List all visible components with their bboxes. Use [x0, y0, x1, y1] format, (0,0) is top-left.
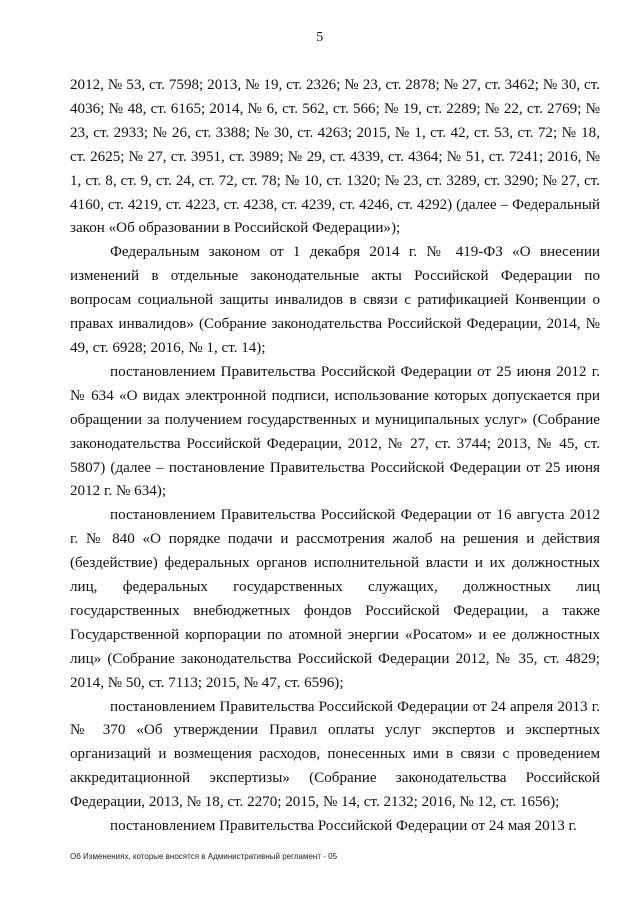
page-footer: Об Изменениях, которые вносятся в Административный регламент - 05 — [70, 852, 338, 861]
paragraph-resolution-634: постановлением Правительства Российской Федерации от 25 июня 2012 г. № 634 «О видах электронной подписи, использование которых допускается при обращении за получением государственных и муниципальных услуг» (Собрание законодательства Российской Федерации, 2012, № 27, ст. 3744; 2013, № 45, ст. 5807) (далее – постановление Правительства Российской Федерации от 25 июня 2012 г. № 634); — [70, 363, 600, 500]
paragraph-continuation-citations: 2012, № 53, ст. 7598; 2013, № 19, ст. 2326; № 23, ст. 2878; № 27, ст. 3462; № 30, ст. 4036; № 48, ст. 6165; 2014, № 6, ст. 562, ст. 566; № 19, ст. 2289; № 22, ст. 2769; № 23, ст. 2933; № 26, ст. 3388; № 30, ст. 4263; 2015, № 1, ст. 42, ст. 53, ст. 72; № 18, ст. 2625; № 27, ст. 3951, ст. 3989; № 29, ст. 4339, ст. 4364; № 51, ст. 7241; 2016, № 1, ст. 8, ст. 9, ст. 24, ст. 72, ст. 78; № 10, ст. 1320; № 23, ст. 3289, ст. 3290; № 27, ст. 4160, ст. 4219, ст. 4223, ст. 4238, ст. 4239, ст. 4246, ст. 4292) (далее – Федеральный закон «Об образовании в Российской Федерации»); — [70, 77, 600, 237]
document-body — [70, 74, 600, 839]
paragraph-resolution-may-2013: постановлением Правительства Российской Федерации от 24 мая 2013 г. — [110, 818, 577, 835]
paragraph-federal-law-419: Федеральным законом от 1 декабря 2014 г. № 419-ФЗ «О внесении изменений в отдельные законодательные акты Российской Федерации по вопросам социальной защиты инвалидов в связи с ратификацией Конвенции о правах инвалидов» (Собрание законодательства Российской Федерации, 2014, № 49, ст. 6928; 2016, № 1, ст. 14); — [70, 244, 600, 356]
page-number: 5 — [316, 30, 324, 45]
paragraph-resolution-840: постановлением Правительства Российской Федерации от 16 августа 2012 г. № 840 «О порядке подачи и рассмотрения жалоб на решения и действия (бездействие) федеральных органов исполнительной власти и их должностных лиц, федеральных государственных служащих, должностных лиц государственных внебюджетных фондов Российской Федерации, а также Государственной корпорации по атомной энергии «Росатом» и ее должностных лиц» (Собрание законодательства Российской Федерации 2012, № 35, ст. 4829; 2014, № 50, ст. 7113; 2015, № 47, ст. 6596); — [70, 507, 600, 691]
paragraph-resolution-370: постановлением Правительства Российской Федерации от 24 апреля 2013 г. № 370 «Об утверждении Правил оплаты услуг экспертов и экспертных организаций и возмещения расходов, понесенных ими в связи с проведением аккредитационной экспертизы» (Собрание законодательства Российской Федерации, 2013, № 18, ст. 2270; 2015, № 14, ст. 2132; 2016, № 12, ст. 1656); — [70, 698, 600, 811]
